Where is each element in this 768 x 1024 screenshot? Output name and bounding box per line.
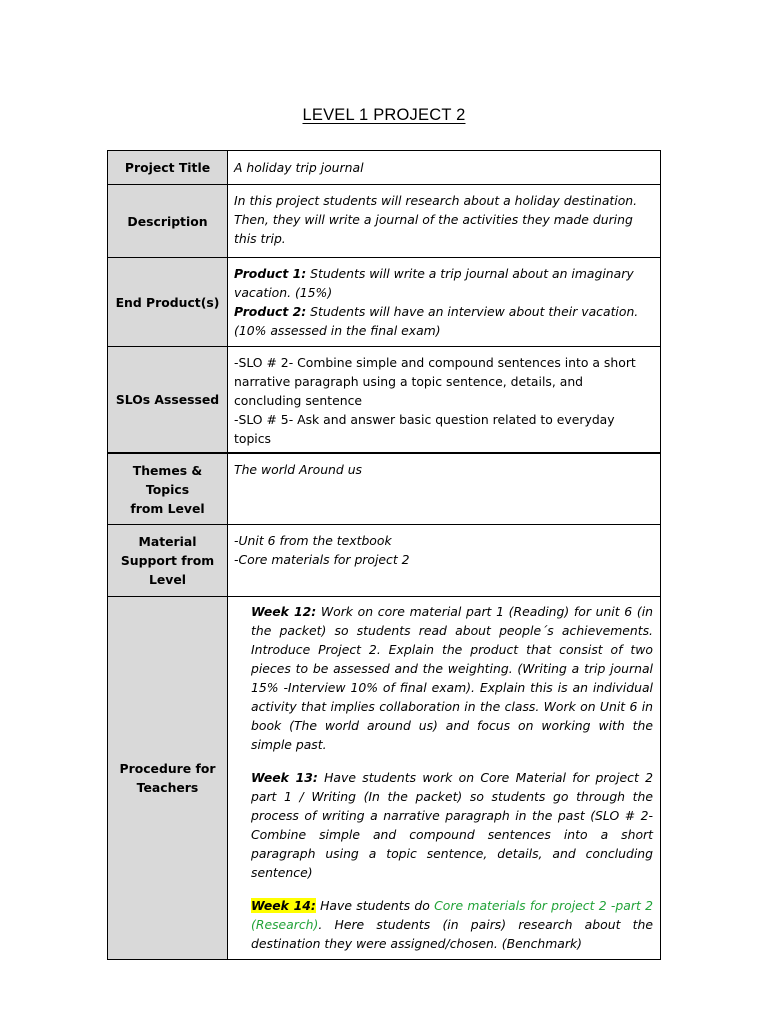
row-material (108, 524, 661, 596)
label-themes (108, 453, 228, 524)
label-line: Level (148, 571, 187, 587)
value-themes: The world Around us (228, 453, 661, 524)
slo-item: -SLO # 5- Ask and answer basic question related to everyday topics (234, 412, 615, 446)
label-description: Description (108, 185, 228, 258)
product-2-label: Product 2: (234, 304, 307, 319)
row-themes (108, 453, 661, 524)
value-slos (228, 347, 661, 454)
week-14-text-b: . Here students (in pairs) research about the destination they were assigned/chosen. (Benchmark) (251, 916, 653, 951)
label-line: Themes & (132, 463, 203, 478)
week-13-paragraph (251, 768, 653, 882)
label-material (108, 524, 228, 596)
project-table (107, 150, 661, 960)
label-slos: SLOs Assessed (108, 347, 228, 454)
label-procedure (108, 596, 228, 959)
value-end-products (228, 258, 661, 347)
product-2-text: Students will have an interview about their vacation. (10% assessed in the final exam) (234, 304, 639, 338)
week-13-text: Have students work on Core Material for project 2 part 1 / Writing (In the packet) so students go through the process of writing a narrative paragraph in the past (SLO # 2- Combine simple and compound sentences into a short paragraph using a topic sentence, details, and concluding sentence) (251, 769, 653, 880)
label-line: Material (138, 533, 197, 549)
label-end-products: End Product(s) (108, 258, 228, 347)
row-end-products (108, 258, 661, 347)
row-slos (108, 347, 661, 454)
product-1-label: Product 1: (234, 266, 307, 281)
slo-item: -SLO # 2- Combine simple and compound sentences into a short narrative paragraph using a topic sentence, details, and concluding sentence (234, 355, 636, 408)
material-item: -Core materials for project 2 (234, 551, 410, 567)
label-line: Teachers (136, 779, 199, 795)
product-1-text: Students will write a trip journal about an imaginary vacation. (15%) (234, 266, 634, 300)
week-12-paragraph (251, 602, 653, 754)
row-description (108, 185, 661, 258)
label-line: Procedure for (119, 760, 216, 776)
week-12-text: Work on core material part 1 (Reading) for unit 6 (in the packet) so students read about people´s achievements. Introduce Project 2. Explain the product that consist of two pieces to be assessed and the weighting. (Writing a trip journal 15% -Interview 10% of final exam). Explain this is an individual activity that implies collaboration in the class. Work on Unit 6 in book (The world around us) and focus on working with the simple past. (251, 603, 653, 752)
label-line: Topics (145, 482, 190, 497)
page-title: LEVEL 1 PROJECT 2 (302, 106, 466, 124)
material-item: -Unit 6 from the textbook (234, 532, 392, 548)
value-material (228, 524, 661, 596)
week-13-label: Week 13: (251, 769, 318, 785)
value-project-title: A holiday trip journal (228, 151, 661, 185)
product-2 (234, 302, 654, 340)
label-line: Support from (120, 552, 215, 568)
week-12-label: Week 12: (251, 603, 317, 619)
week-14-text-a: Have students do (315, 897, 435, 913)
label-line: from Level (130, 501, 205, 516)
week-14-label: Week 14: (251, 897, 316, 913)
row-project-title (108, 151, 661, 185)
week-14-paragraph (251, 896, 653, 953)
product-1 (234, 264, 654, 302)
label-project-title: Project Title (108, 151, 228, 185)
row-procedure (108, 596, 661, 959)
week-14-green-text: Core materials for project 2 -part 2 (Research) (251, 897, 653, 932)
value-procedure (228, 596, 661, 959)
value-description: In this project students will research about a holiday destination. Then, they will write a journal of the activities they made during this trip. (228, 185, 661, 258)
